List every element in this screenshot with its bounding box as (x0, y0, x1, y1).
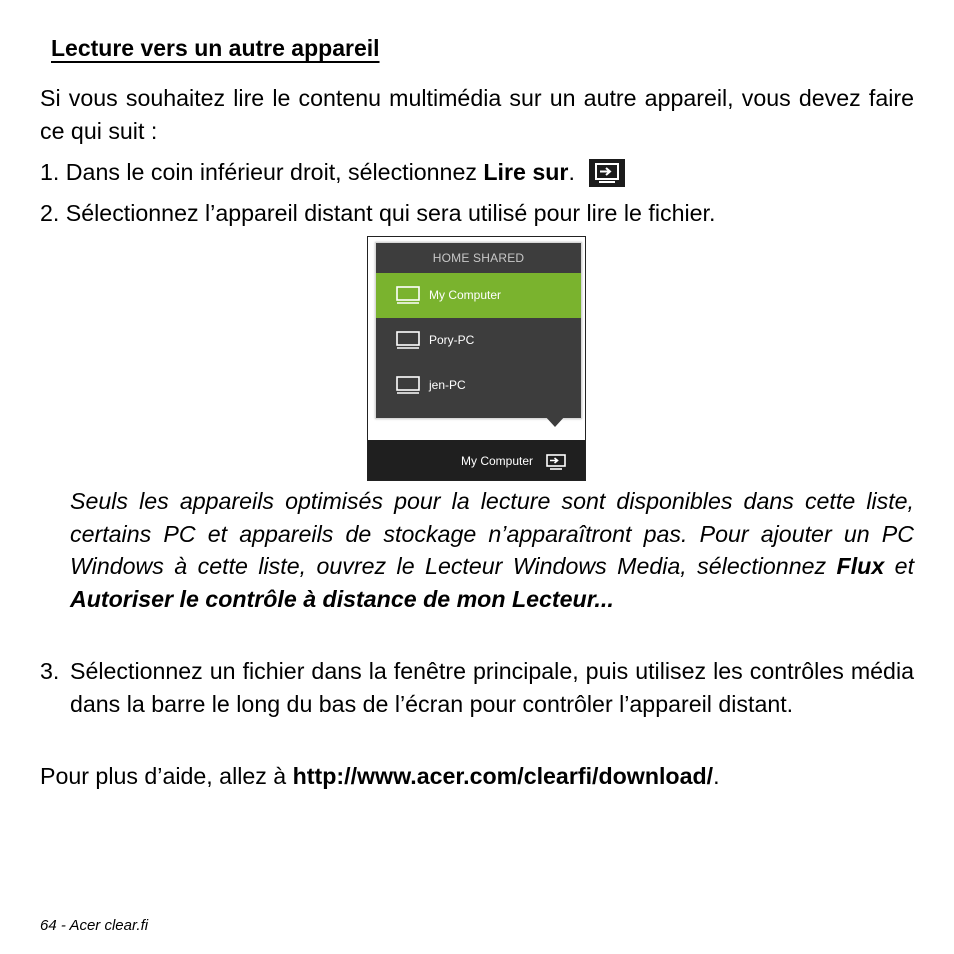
device-list-header: HOME SHARED (432, 251, 525, 265)
device-item-jen-pc[interactable] (376, 363, 581, 408)
device-label: jen-PC (429, 378, 466, 392)
monitor-icon (396, 331, 420, 349)
device-list-panel (375, 242, 582, 419)
device-item-my-computer[interactable] (376, 273, 581, 318)
help-line (40, 760, 720, 793)
step-2-text: Sélectionnez l’appareil distant qui sera utilisé pour lire le fichier. (65, 200, 716, 226)
step-1-number: 1. (40, 159, 60, 185)
play-to-popup-screenshot (367, 236, 586, 481)
section-heading: Lecture vers un autre appareil (51, 35, 380, 61)
step-2 (40, 197, 715, 230)
play-to-icon[interactable] (546, 454, 566, 470)
step-1-after: . (568, 159, 575, 185)
note-bold-flux: Flux (836, 553, 885, 579)
help-after: . (713, 763, 720, 789)
popup-pointer (544, 415, 566, 427)
help-text: Pour plus d’aide, allez à (40, 763, 293, 789)
intro-paragraph: Si vous souhaitez lire le contenu multimédia sur un autre appareil, vous devez faire ce qui suit : (40, 85, 914, 144)
monitor-icon (396, 376, 420, 394)
note-bold-autoriser: Autoriser le contrôle à distance de mon Lecteur... (70, 585, 614, 612)
note-paragraph (70, 485, 914, 615)
device-label: My Computer (429, 288, 502, 302)
page-footer: 64 - Acer clear.fi (40, 917, 149, 934)
step-1-bold: Lire sur (483, 159, 569, 185)
bottom-bar (368, 440, 585, 481)
monitor-icon (396, 286, 420, 304)
device-item-pory-pc[interactable] (376, 318, 581, 363)
help-link[interactable]: http://www.acer.com/clearfi/download/ (292, 763, 714, 789)
note-text-1: Seuls les appareils optimisés pour la lecture sont disponibles dans cette liste, certains PC et appareils de stockage n’apparaîtront pas. Pour ajouter un PC Windows à cette liste, ouvrez le Lecteur Windows Media, sélectionnez (70, 488, 914, 579)
step-3-number: 3. (40, 658, 60, 684)
step-2-number: 2. (40, 200, 60, 226)
note-text-2: et (884, 553, 915, 579)
device-label: Pory-PC (429, 333, 475, 347)
step-1 (40, 156, 625, 189)
play-to-icon (589, 159, 625, 187)
step-3-text: Sélectionnez un fichier dans la fenêtre principale, puis utilisez les contrôles média dans la barre le long du bas de l’écran pour contrôler l’appareil distant. (70, 658, 914, 717)
step-1-text: Dans le coin inférieur droit, sélectionnez (65, 159, 484, 185)
current-device-label: My Computer (461, 454, 534, 468)
